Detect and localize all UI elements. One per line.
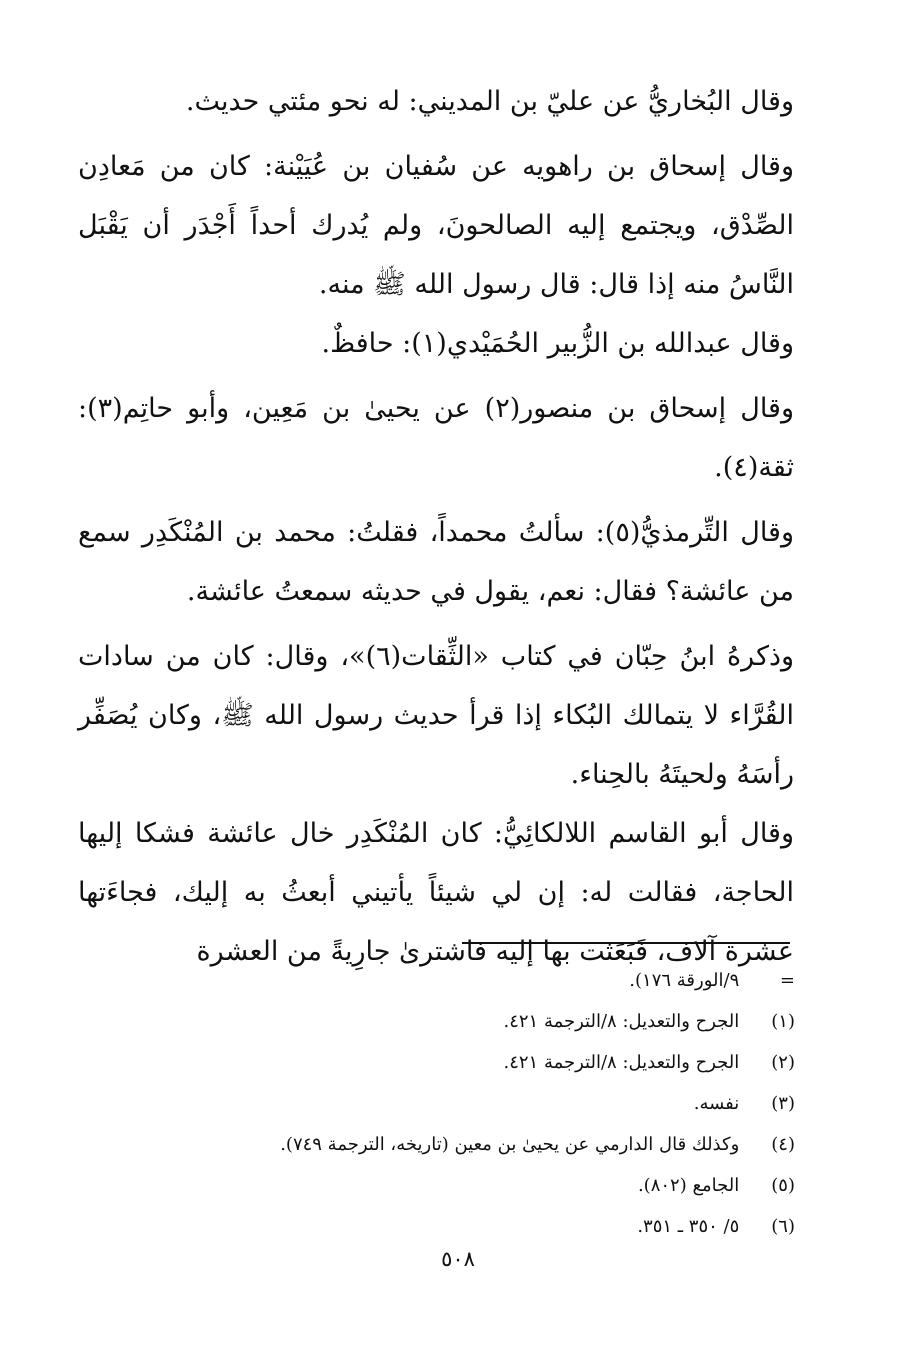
footnote bbox=[150, 960, 795, 1001]
footnote-text: ٥/ ٣٥٠ ـ ٣٥١. bbox=[637, 1216, 740, 1237]
paragraph: وقال أبو القاسم اللالكائِيُّ: كان المُنْكَدِر خال عائشة فشكا إليها الحاجة، فقالت له: إن لي شيئاً يأتيني أبعثُ به إليك، فجاءَتها عشرة آلاف، فَبَعَثت بها إليه فاشترىٰ جارِيةً من العشرة bbox=[78, 818, 794, 967]
footnote-number: (٢) bbox=[771, 1052, 795, 1073]
footnote-text: وكذلك قال الدارمي عن يحيىٰ بن معين (تاريخه، الترجمة ٧٤٩). bbox=[280, 1134, 740, 1155]
footnote-text: الجرح والتعديل: ٨/الترجمة ٤٢١. bbox=[503, 1011, 740, 1032]
footnote bbox=[150, 1124, 795, 1165]
footnotes bbox=[150, 960, 795, 1247]
paragraph: وقال إسحاق بن راهويه عن سُفيان بن عُيَيْنة: كان من مَعادِن الصِّدْق، ويجتمع إليه الصالحونَ، ولم يُدرك أحداً أَجْدَر أن يَقْبَل النَّاسُ منه إذا قال: قال رسول الله ﷺ منه. bbox=[78, 151, 794, 300]
footnote-number: (٣) bbox=[771, 1093, 795, 1114]
footnote-number: (١) bbox=[771, 1011, 795, 1032]
footnote-text: الجرح والتعديل: ٨/الترجمة ٤٢١. bbox=[503, 1052, 740, 1073]
paragraph: وقال إسحاق بن منصور(٢) عن يحيىٰ بن مَعِين، وأبو حاتِم(٣): ثقة(٤). bbox=[78, 393, 794, 483]
footnote-number: (٤) bbox=[771, 1134, 795, 1155]
page-number: ٥٠٨ bbox=[441, 1247, 475, 1271]
footnote bbox=[150, 1083, 795, 1124]
footnote bbox=[150, 1042, 795, 1083]
paragraph: وقال عبدالله بن الزُّبير الحُمَيْدي(١): حافظٌ. bbox=[321, 328, 794, 359]
paragraph: وقال البُخاريُّ عن عليّ بن المديني: له نحو مئتي حديث. bbox=[185, 86, 794, 117]
main-text bbox=[78, 72, 794, 981]
footnote bbox=[150, 1206, 795, 1247]
footnote-text: ٩/الورقة ١٧٦). bbox=[629, 970, 740, 991]
footnote-text: الجامع (٨٠٢). bbox=[637, 1175, 740, 1196]
footnote-number: (٦) bbox=[771, 1216, 795, 1237]
footnote bbox=[150, 1165, 795, 1206]
footnote bbox=[150, 1001, 795, 1042]
paragraph: وقال التِّرمذيُّ(٥): سألتُ محمداً، فقلتُ: محمد بن المُنْكَدِر سمع من عائشة؟ فقال: نعم، يقول في حديثه سمعتُ عائشة. bbox=[78, 517, 794, 607]
footnote-divider bbox=[462, 942, 790, 944]
footnote-text: نفسه. bbox=[693, 1093, 740, 1114]
footnote-number: (٥) bbox=[771, 1175, 795, 1196]
paragraph: وذكرهُ ابنُ حِبّان في كتاب «الثِّقات(٦)»، وقال: كان من سادات القُرَّاء لا يتمالك البُكاء إذا قرأ حديث رسول الله ﷺ، وكان يُصَفِّر رأسَهُ ولحيتَهُ بالحِناء. bbox=[78, 641, 795, 790]
footnote-number: = bbox=[779, 970, 795, 991]
